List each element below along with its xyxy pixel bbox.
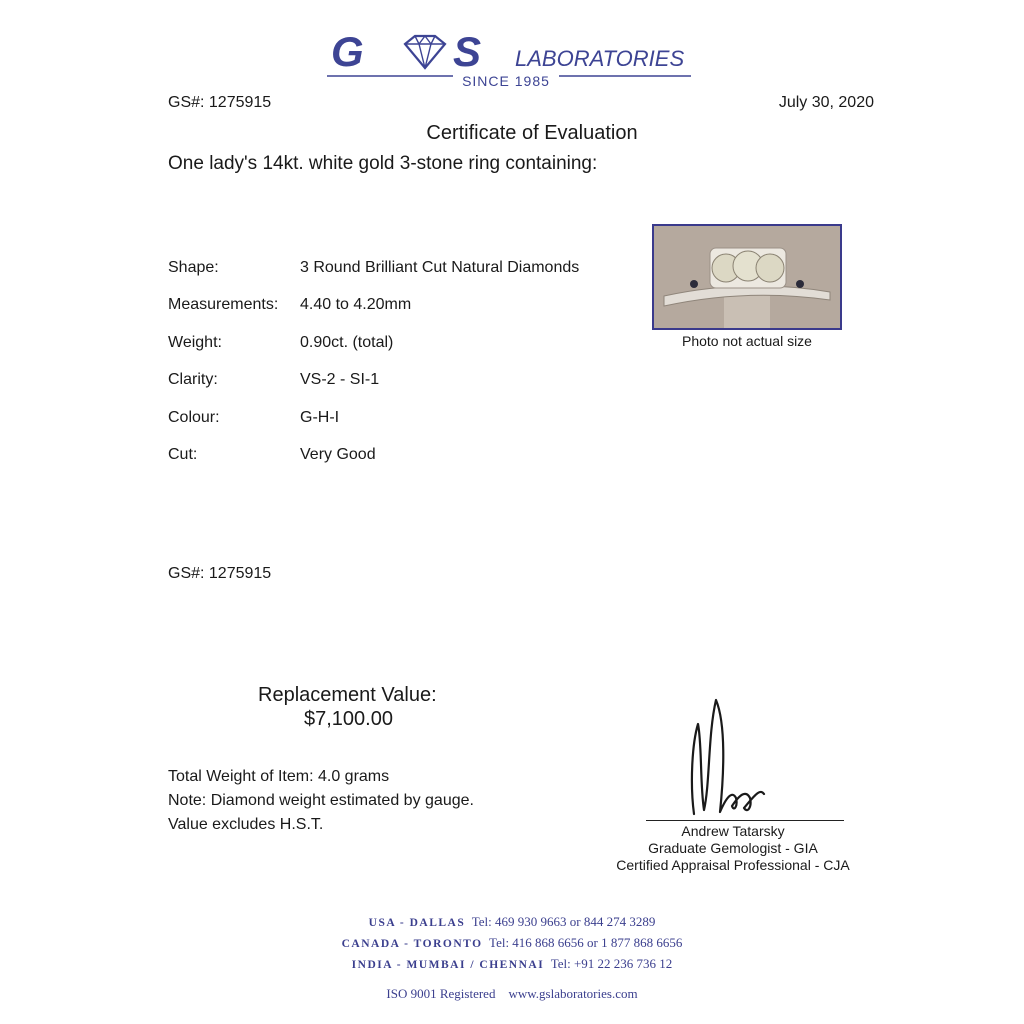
photo-caption: Photo not actual size <box>682 333 812 349</box>
spec-label-shape: Shape: <box>168 259 219 276</box>
spec-label-colour: Colour: <box>168 409 220 426</box>
footer-registration <box>0 986 1024 1002</box>
spec-label-measurements: Measurements: <box>168 296 279 313</box>
replacement-value-label: Replacement Value: <box>258 684 437 706</box>
logo-letter-s: S <box>453 30 482 75</box>
footer-office-usa <box>0 914 1024 930</box>
footer-office-canada <box>0 935 1024 951</box>
company-logo <box>325 30 695 92</box>
item-description: One lady's 14kt. white gold 3-stone ring containing: <box>168 153 598 174</box>
spec-label-weight: Weight: <box>168 334 222 351</box>
certificate-title: Certificate of Evaluation <box>426 122 638 144</box>
gs-number-header: GS#: 1275915 <box>168 94 272 111</box>
spec-value-shape: 3 Round Brilliant Cut Natural Diamonds <box>300 259 580 276</box>
website-link[interactable]: www.gslaboratories.com <box>508 986 638 1001</box>
spec-value-measurements: 4.40 to 4.20mm <box>300 296 412 313</box>
footer-phone: Tel: +91 22 236 736 12 <box>550 956 673 971</box>
footer-location: CANADA - TORONTO <box>341 938 483 950</box>
spec-value-cut: Very Good <box>300 446 376 463</box>
spec-label-clarity: Clarity: <box>168 371 218 388</box>
replacement-value: $7,100.00 <box>304 708 393 730</box>
footer-office-india <box>0 956 1024 972</box>
signature <box>680 694 780 833</box>
signature-line <box>646 820 844 821</box>
footer-phone: Tel: 469 930 9663 or 844 274 3289 <box>471 914 656 929</box>
signatory-name: Andrew Tatarsky <box>681 823 785 839</box>
spec-value-weight: 0.90ct. (total) <box>300 334 394 351</box>
spec-label-cut: Cut: <box>168 446 198 463</box>
certificate-date: July 30, 2020 <box>778 94 874 111</box>
spec-value-colour: G-H-I <box>300 409 340 426</box>
logo-name: LABORATORIES <box>515 46 685 71</box>
spec-value-clarity: VS-2 - SI-1 <box>300 371 380 388</box>
signatory-title-gia: Graduate Gemologist - GIA <box>648 840 818 856</box>
gs-number-repeat: GS#: 1275915 <box>168 565 272 582</box>
ring-photo <box>652 224 842 330</box>
signatory-title-cja: Certified Appraisal Professional - CJA <box>616 857 850 873</box>
footer-phone: Tel: 416 868 6656 or 1 877 868 6656 <box>489 935 683 950</box>
footer-location: USA - DALLAS <box>368 917 466 929</box>
tax-note: Value excludes H.S.T. <box>168 816 324 833</box>
logo-letter-g: G <box>331 30 364 75</box>
total-weight-note: Total Weight of Item: 4.0 grams <box>168 768 390 785</box>
footer-location: INDIA - MUMBAI / CHENNAI <box>351 959 545 971</box>
logo-since: SINCE 1985 <box>462 73 550 89</box>
diamond-weight-note: Note: Diamond weight estimated by gauge. <box>168 792 474 809</box>
diamond-icon <box>405 36 445 68</box>
iso-registration: ISO 9001 Registered <box>386 986 496 1001</box>
